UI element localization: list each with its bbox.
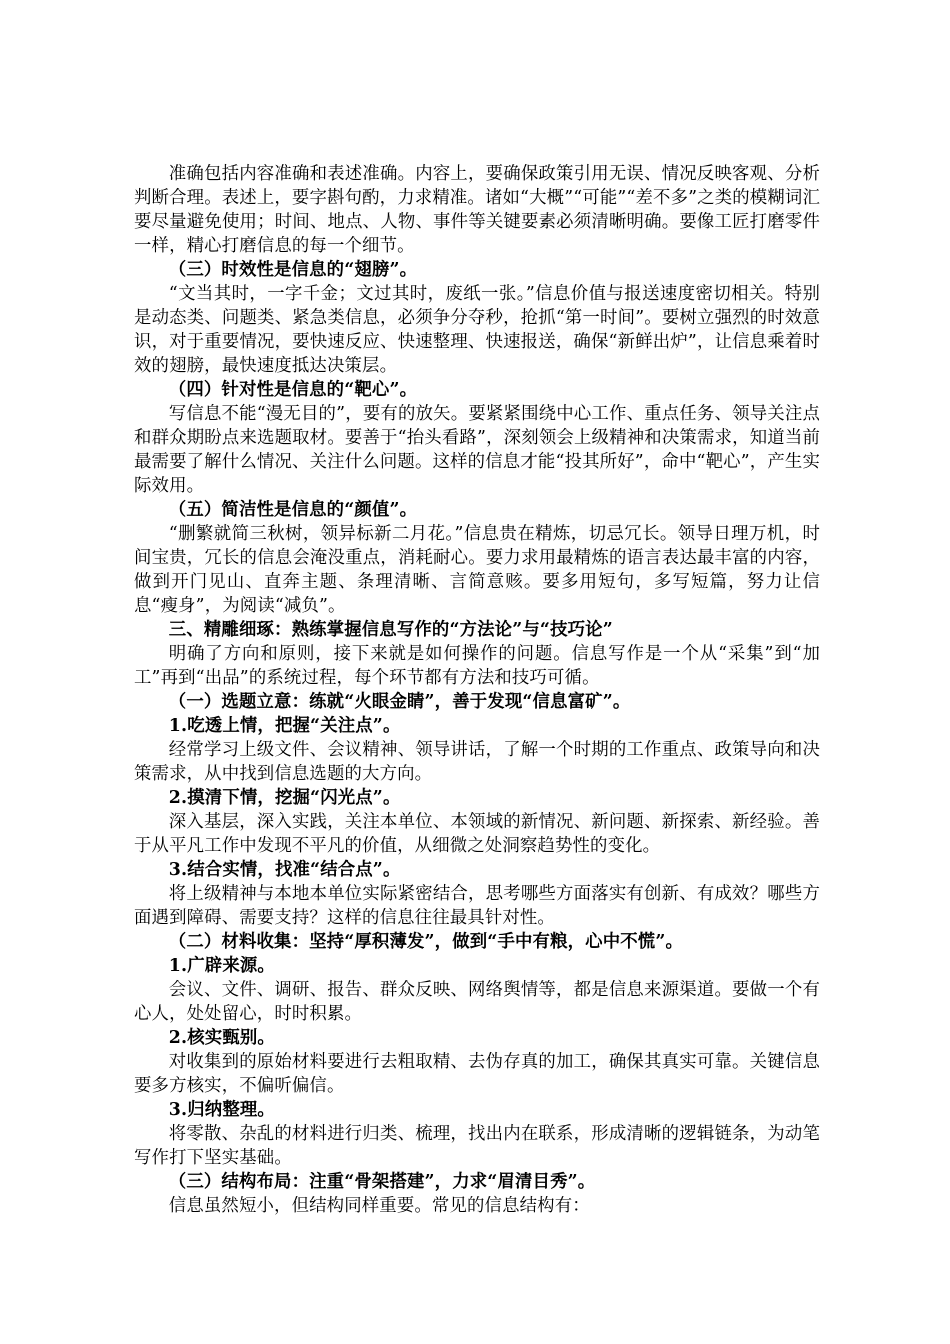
section-heading-timeliness: （三）时效性是信息的“翅膀”。 bbox=[168, 260, 418, 280]
body-paragraph-12: 信息虽然短小，但结构同样重要。常见的信息结构有： bbox=[168, 1196, 590, 1216]
body-paragraph-9: 会议、文件、调研、报告、群众反映、网络舆情等，都是信息来源渠道。要做一个有心人，处处留心，时时积累。 bbox=[134, 980, 820, 1024]
subheading-1-focus-point: 1.吃透上情，把握“关注点”。 bbox=[168, 716, 401, 736]
chapter-heading-three: 三、精雕细琢：熟练掌握信息写作的“方法论”与“技巧论” bbox=[168, 620, 613, 640]
section-heading-structure: （三）结构布局：注重“骨架搭建”，力求“眉清目秀”。 bbox=[168, 1172, 596, 1192]
body-paragraph-7: 深入基层，深入实践，关注本单位、本领域的新情况、新问题、新探索、新经验。善于从平凡工作中发现不平凡的价值，从细微之处洞察趋势性的变化。 bbox=[134, 812, 820, 856]
section-heading-conciseness: （五）简洁性是信息的“颜值”。 bbox=[168, 500, 418, 520]
subheading-3-junction: 3.结合实情，找准“结合点”。 bbox=[168, 860, 401, 880]
subheading-2-highlight: 2.摸清下情，挖掘“闪光点”。 bbox=[168, 788, 401, 808]
document-page bbox=[134, 162, 820, 1218]
subheading-1-sources: 1.广辟来源。 bbox=[168, 956, 275, 976]
body-paragraph-1: 准确包括内容准确和表述准确。内容上，要确保政策引用无误、情况反映客观、分析判断合理。表述上，要字斟句酌，力求精准。诸如“大概”“可能”“差不多”之类的模糊词汇要尽量避免使用；时间、地点、人物、事件等关键要素必须清晰明确。要像工匠打磨零件一样，精心打磨信息的每一个细节。 bbox=[134, 164, 820, 256]
section-heading-topic-selection: （一）选题立意：练就“火眼金睛”，善于发现“信息富矿”。 bbox=[168, 692, 631, 712]
body-paragraph-2: “文当其时，一字千金；文过其时，废纸一张。”信息价值与报送速度密切相关。特别是动态类、问题类、紧急类信息，必须争分夺秒，抢抓“第一时间”。要树立强烈的时效意识，对于重要情况，要快速反应、快速整理、快速报送，确保“新鲜出炉”，让信息乘着时效的翅膀，最快速度抵达决策层。 bbox=[134, 284, 820, 376]
body-paragraph-10: 对收集到的原始材料要进行去粗取精、去伪存真的加工，确保其真实可靠。关键信息要多方核实，不偏听偏信。 bbox=[134, 1052, 820, 1096]
body-paragraph-5: 明确了方向和原则，接下来就是如何操作的问题。信息写作是一个从“采集”到“加工”再到“出品”的系统过程，每个环节都有方法和技巧可循。 bbox=[134, 644, 820, 688]
body-paragraph-8: 将上级精神与本地本单位实际紧密结合，思考哪些方面落实有创新、有成效？哪些方面遇到障碍、需要支持？这样的信息往往最具针对性。 bbox=[134, 884, 820, 928]
body-paragraph-6: 经常学习上级文件、会议精神、领导讲话，了解一个时期的工作重点、政策导向和决策需求，从中找到信息选题的大方向。 bbox=[134, 740, 820, 784]
body-paragraph-11: 将零散、杂乱的材料进行归类、梳理，找出内在联系，形成清晰的逻辑链条，为动笔写作打下坚实基础。 bbox=[134, 1124, 820, 1168]
section-heading-material-collection: （二）材料收集：坚持“厚积薄发”，做到“手中有粮，心中不慌”。 bbox=[168, 932, 684, 952]
body-paragraph-4: “删繁就简三秋树，领异标新二月花。”信息贵在精炼，切忌冗长。领导日理万机，时间宝贵，冗长的信息会淹没重点，消耗耐心。要力求用最精炼的语言表达最丰富的内容，做到开门见山、直奔主题、条理清晰、言简意赅。要多用短句，多写短篇，努力让信息“瘦身”，为阅读“减负”。 bbox=[134, 524, 820, 616]
body-paragraph-3: 写信息不能“漫无目的”，要有的放矢。要紧紧围绕中心工作、重点任务、领导关注点和群众期盼点来选题取材。要善于“抬头看路”，深刻领会上级精神和决策需求，知道当前最需要了解什么情况、关注什么问题。这样的信息才能“投其所好”，命中“靶心”，产生实际效用。 bbox=[134, 404, 820, 496]
section-heading-pertinence: （四）针对性是信息的“靶心”。 bbox=[168, 380, 418, 400]
subheading-3-organize: 3.归纳整理。 bbox=[168, 1100, 275, 1120]
subheading-2-verify: 2.核实甄别。 bbox=[168, 1028, 275, 1048]
